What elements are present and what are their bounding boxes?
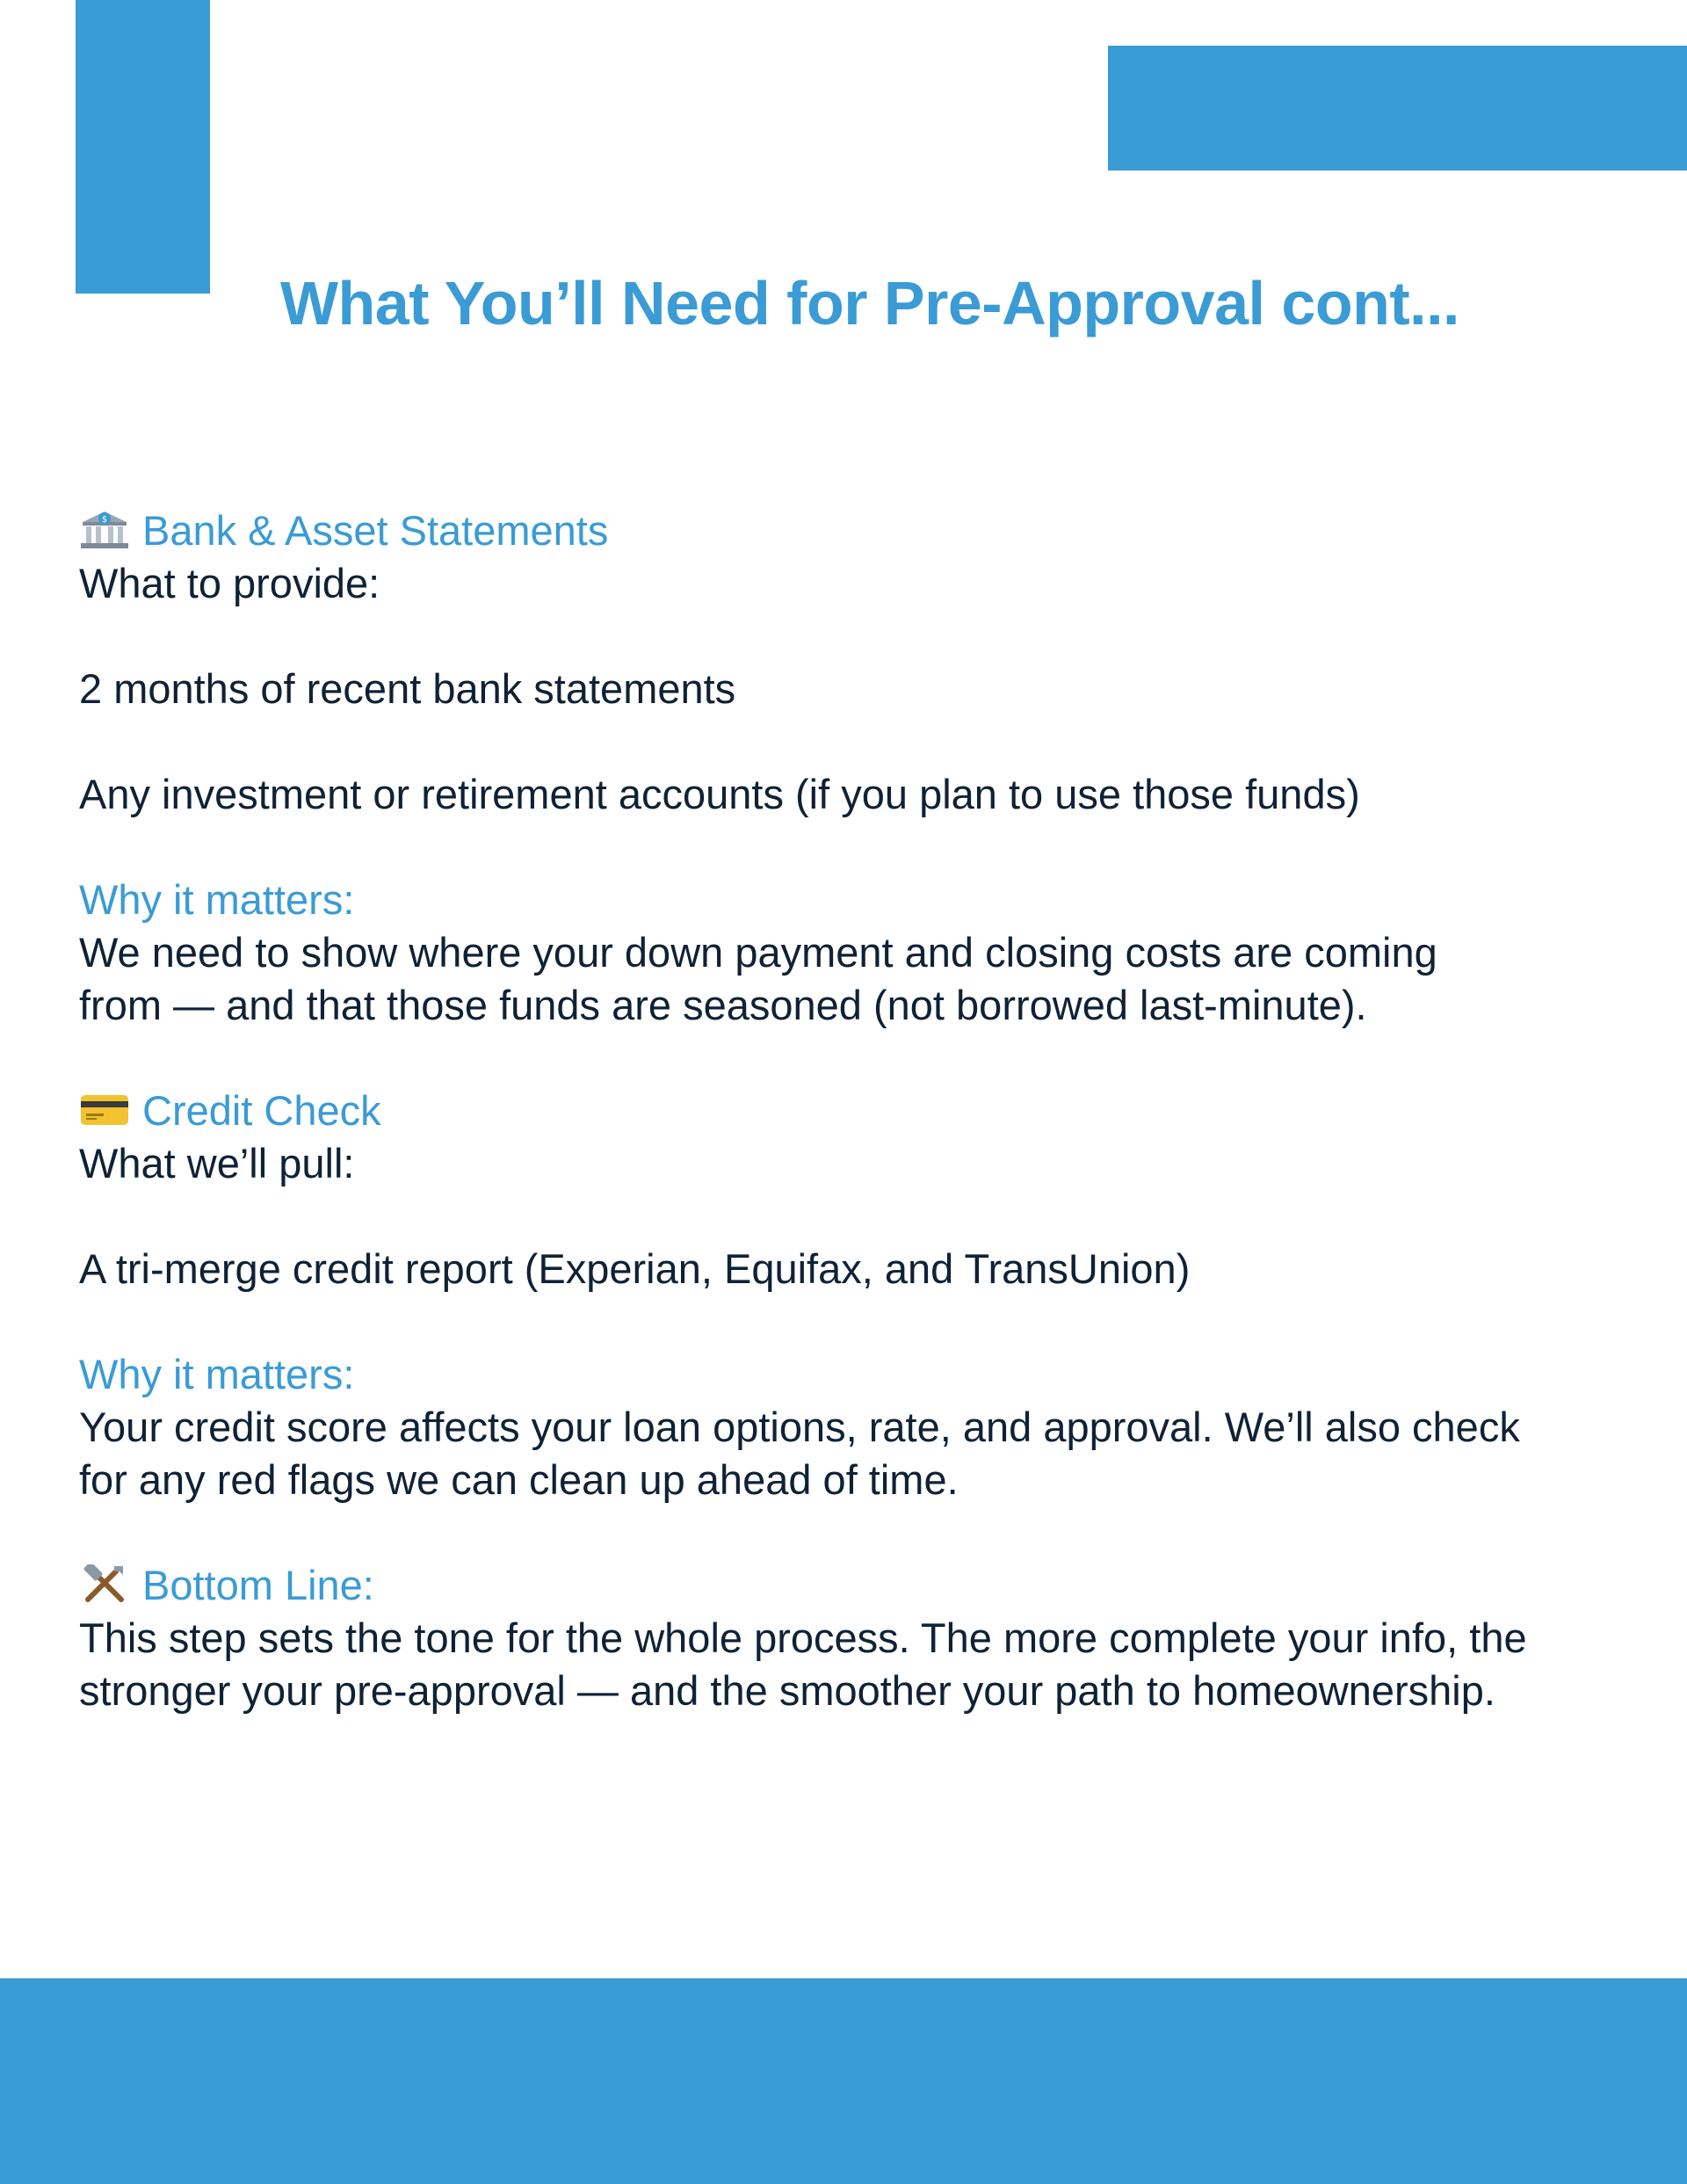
content xyxy=(79,504,1661,1717)
list-item: 2 months of recent bank statements xyxy=(79,665,736,712)
bottom-line-text: This step sets the tone for the whole process. The more complete your info, the xyxy=(79,1614,1527,1661)
bottom-line-text: stronger your pre-approval — and the smoother your path to homeownership. xyxy=(79,1667,1495,1714)
bank-icon xyxy=(79,510,130,550)
section-heading-bottom-line xyxy=(79,1559,1661,1612)
tools-icon xyxy=(79,1564,130,1605)
decorative-bar-left xyxy=(76,0,210,294)
why-it-matters-label: Why it matters: xyxy=(79,876,355,923)
section-heading-label: Credit Check xyxy=(142,1087,381,1134)
list-item: A tri-merge credit report (Experian, Equifax, and TransUnion) xyxy=(79,1245,1191,1292)
page-title: What You’ll Need for Pre-Approval cont... xyxy=(279,269,1460,337)
section-heading-label: Bottom Line: xyxy=(142,1562,374,1608)
svg-text:$: $ xyxy=(101,515,108,525)
why-it-matters-text: We need to show where your down payment and closing costs are coming xyxy=(79,929,1437,976)
decorative-bar-bottom xyxy=(0,1978,1687,2184)
section-subheading: What to provide: xyxy=(79,560,380,606)
why-it-matters-text: Your credit score affects your loan options, rate, and approval. We’ll also check xyxy=(79,1404,1520,1450)
section-heading-label: Bank & Asset Statements xyxy=(142,507,609,554)
section-heading-bank xyxy=(79,504,1661,557)
list-item: Any investment or retirement accounts (if you plan to use those funds) xyxy=(79,771,1360,817)
section-heading-credit xyxy=(79,1085,1661,1137)
why-it-matters-label: Why it matters: xyxy=(79,1351,355,1397)
decorative-bar-top-right xyxy=(1108,46,1687,171)
credit-card-icon xyxy=(79,1090,130,1130)
why-it-matters-text: from — and that those funds are seasoned (not borrowed last-minute). xyxy=(79,982,1367,1028)
why-it-matters-text: for any red flags we can clean up ahead of time. xyxy=(79,1456,959,1503)
section-subheading: What we’ll pull: xyxy=(79,1140,355,1186)
